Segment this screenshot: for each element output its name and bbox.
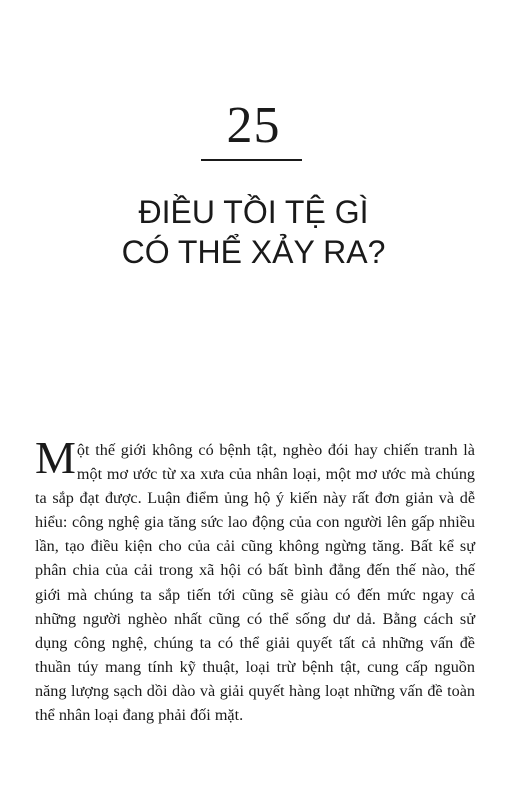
chapter-number-rule [201,159,302,161]
chapter-title [0,192,507,272]
chapter-title-line-1: ĐIỀU TỒI TỆ GÌ [138,194,369,230]
body-paragraph-text: ột thế giới không có bệnh tật, nghèo đói hay chiến tranh là một mơ ước từ xa xưa của nhân loại, một mơ ước mà chúng ta sắp đạt được. Luận điểm ủng hộ ý kiến này rất đơn giản và dễ hiểu: công nghệ gia tăng sức lao động của con người lên gấp nhiều lần, tạo điều kiện cho của cải cũng không ngừng tăng. Bất kể sự phân chia của cải trong xã hội có bất bình đẳng đến thế nào, thế giới mà chúng ta sắp tiến tới cũng sẽ giàu có đến mức ngay cả những người nghèo nhất cũng có thể sống dư dả. Bằng cách sử dụng công nghệ, chúng ta có thể giải quyết tất cả những vấn đề thuần túy mang tính kỹ thuật, loại trừ bệnh tật, cung cấp nguồn năng lượng sạch dồi dào và giải quyết hàng loạt những vấn đề toàn thể nhân loại đang phải đối mặt. [35,441,475,725]
drop-cap: M [35,432,76,483]
chapter-title-line-2: CÓ THỂ XẢY RA? [121,234,386,270]
chapter-number: 25 [226,97,281,154]
body-paragraph [35,432,475,727]
